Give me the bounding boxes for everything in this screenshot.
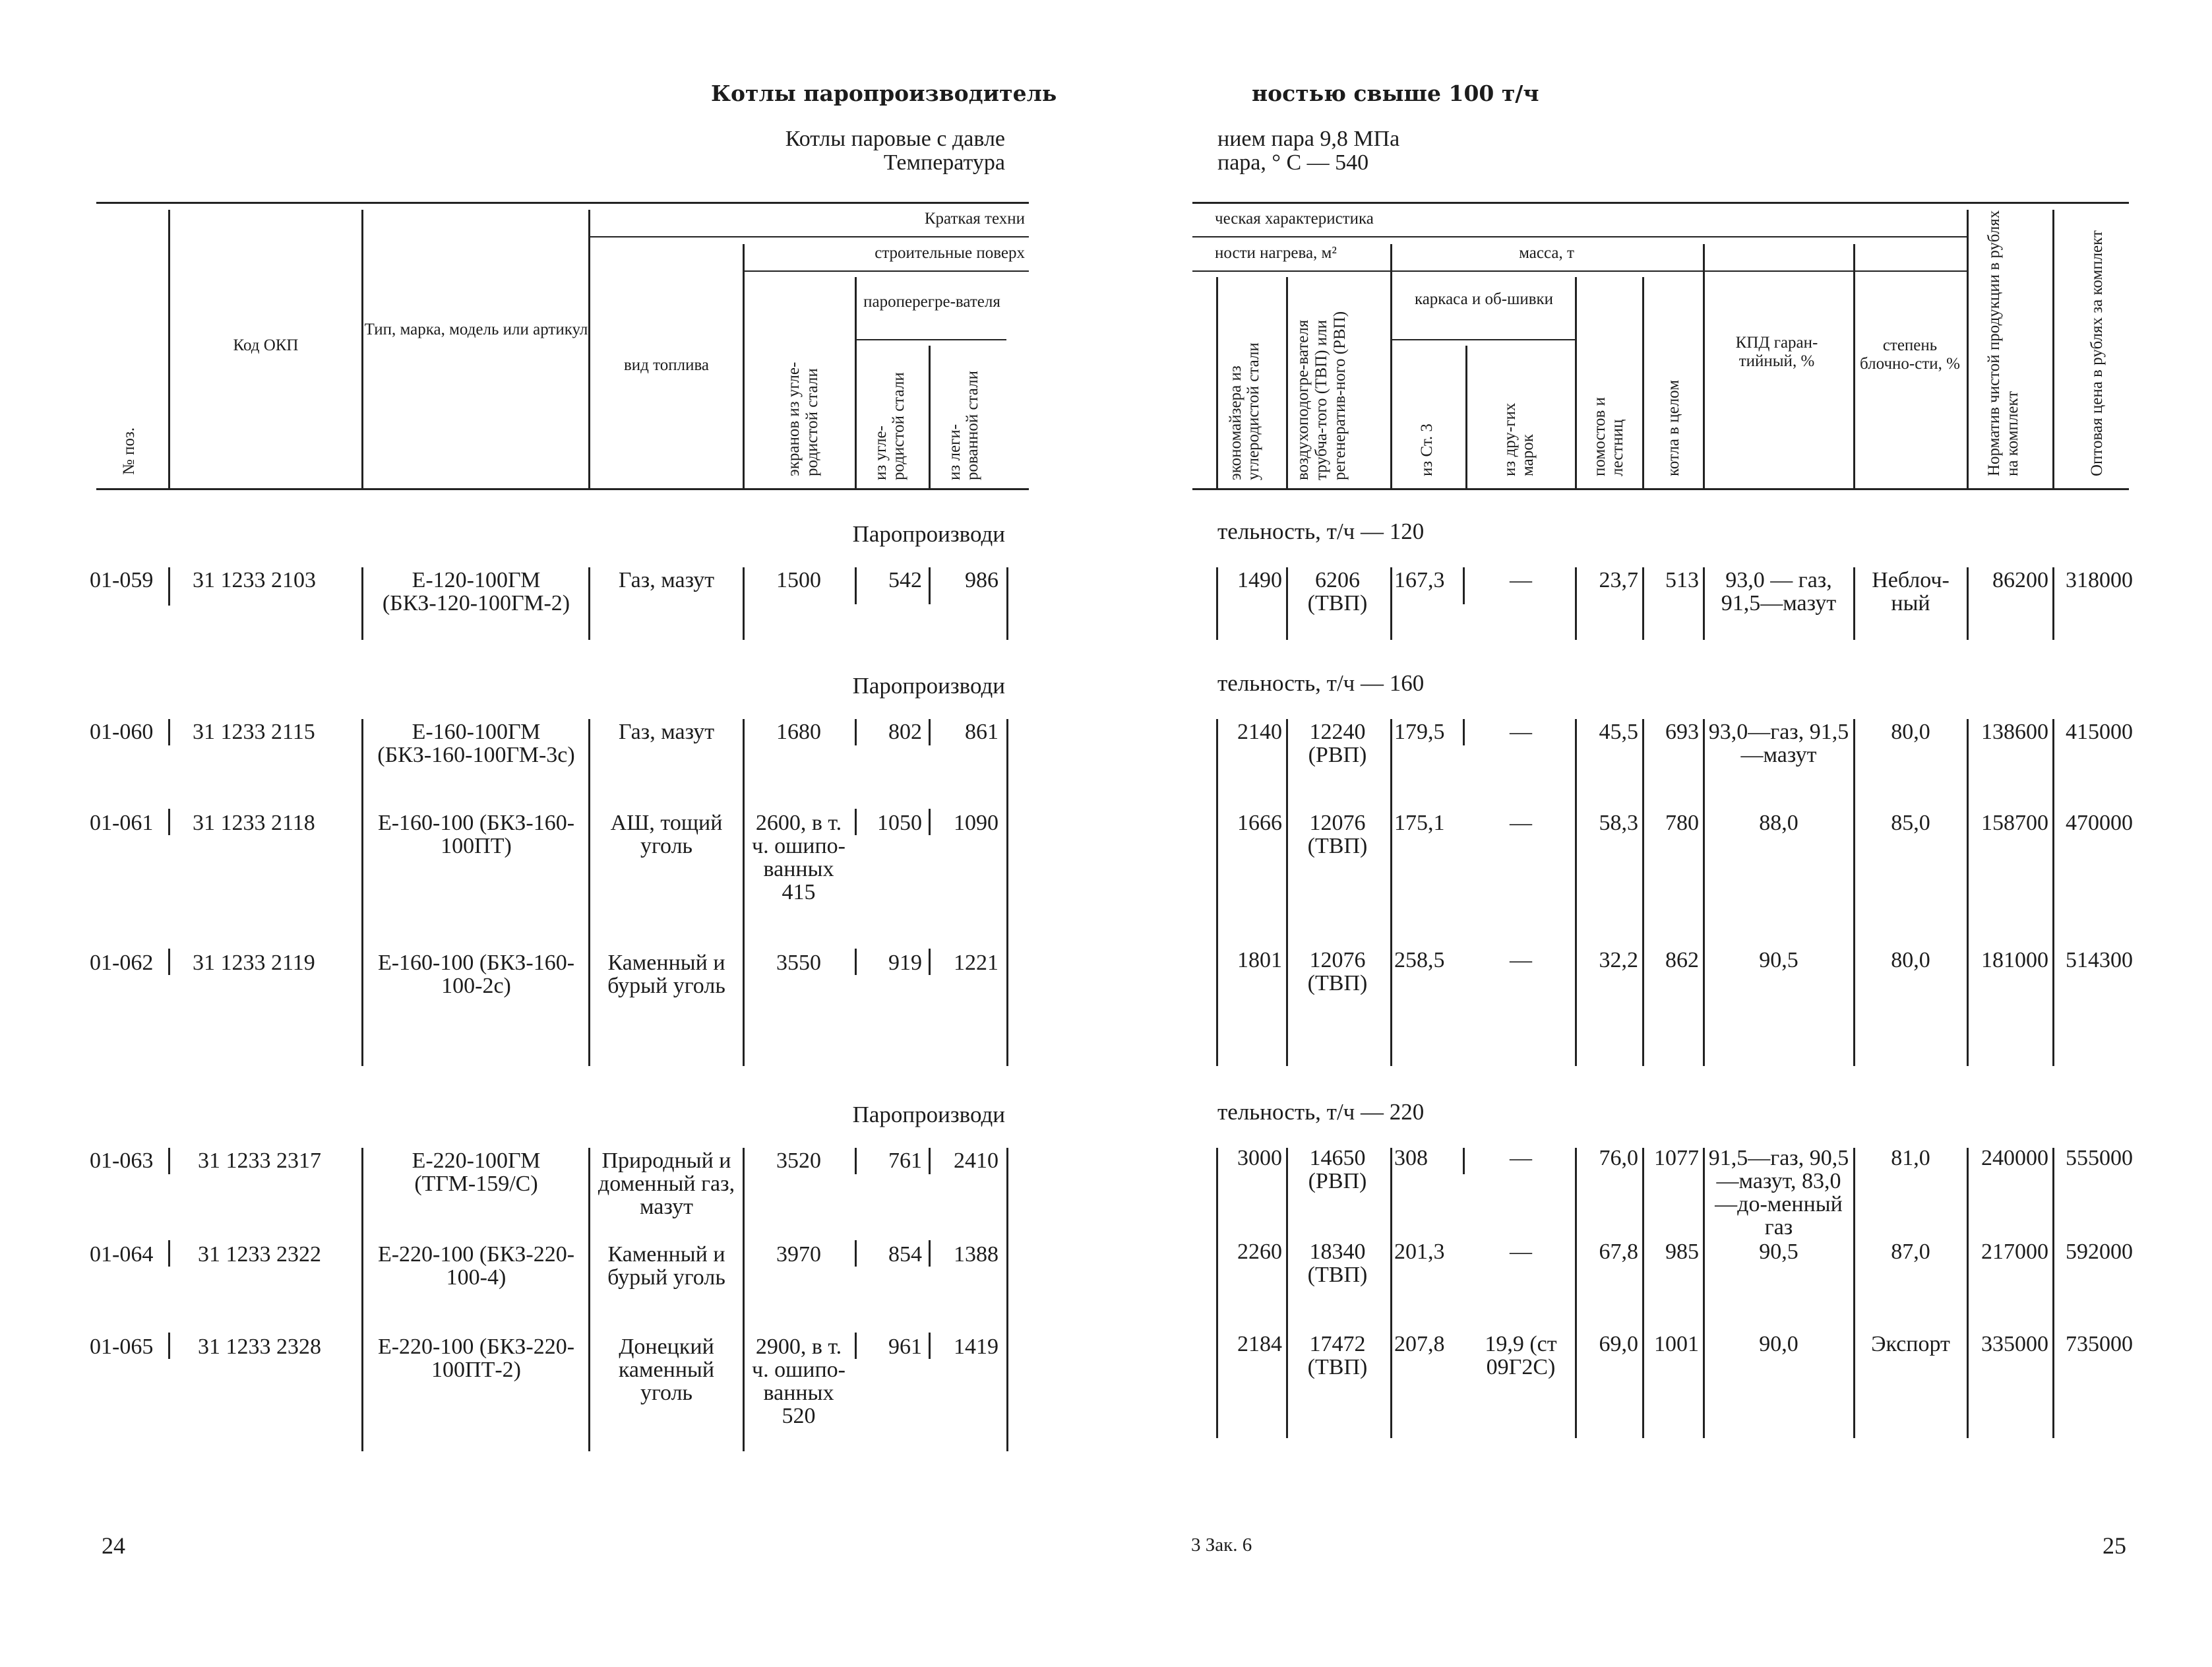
cell-other: 19,9 (ст 09Г2С) bbox=[1485, 1332, 1557, 1379]
cell-type: Е-160-100 (БКЗ-160-100-2с) bbox=[377, 951, 575, 998]
cell-screens: 3970 bbox=[776, 1242, 821, 1267]
cell-norm: 86200 bbox=[1992, 568, 2048, 592]
cell-kpd: 91,5—газ, 90,5—мазут, 83,0—до-менный газ bbox=[1708, 1146, 1849, 1240]
cell-pos: 01-060 bbox=[90, 720, 154, 744]
cell-kpd: 90,5 bbox=[1759, 948, 1798, 972]
cell-screens: 3520 bbox=[776, 1148, 821, 1173]
cell-okp: 31 1233 2115 bbox=[193, 720, 315, 744]
cell-st3: 201,3 bbox=[1394, 1240, 1445, 1264]
cell-sh-carbon: 1050 bbox=[877, 811, 922, 835]
page-number-right: 25 bbox=[2103, 1532, 2126, 1559]
cell-other: — bbox=[1510, 1240, 1532, 1264]
subtitle-right-2: пара, ° С — 540 bbox=[1217, 150, 1369, 175]
cell-okp: 31 1233 2322 bbox=[198, 1242, 321, 1267]
cell-okp: 31 1233 2317 bbox=[198, 1148, 321, 1173]
cell-block: 81,0 bbox=[1891, 1146, 1930, 1170]
cell-okp: 31 1233 2118 bbox=[193, 811, 315, 835]
cell-st3: 179,5 bbox=[1394, 720, 1445, 744]
title-right: ностью свыше 100 т/ч bbox=[1252, 80, 1539, 106]
cell-economizer: 2260 bbox=[1237, 1240, 1282, 1264]
cell-economizer: 3000 bbox=[1237, 1146, 1282, 1170]
cell-economizer: 1666 bbox=[1237, 811, 1282, 835]
cell-total: 693 bbox=[1665, 720, 1699, 744]
header-tech-left: Краткая техни bbox=[924, 210, 1025, 228]
cell-other: — bbox=[1510, 1146, 1532, 1170]
cell-platforms: 67,8 bbox=[1599, 1240, 1638, 1264]
cell-platforms: 32,2 bbox=[1599, 948, 1638, 972]
cell-st3: 175,1 bbox=[1394, 811, 1445, 835]
cell-okp: 31 1233 2328 bbox=[198, 1335, 321, 1359]
cell-kpd: 90,0 bbox=[1759, 1332, 1798, 1356]
cell-platforms: 69,0 bbox=[1599, 1332, 1638, 1356]
cell-airheater: 17472 (ТВП) bbox=[1307, 1332, 1368, 1379]
cell-fuel: АШ, тощий уголь bbox=[610, 811, 723, 858]
cell-fuel: Газ, мазут bbox=[618, 568, 715, 592]
header-fuel: вид топлива bbox=[623, 356, 710, 374]
cell-screens: 2600, в т. ч. ошипо-ванных 415 bbox=[752, 811, 845, 904]
cell-type: Е-220-100ГМ (ТГМ-159/С) bbox=[412, 1148, 541, 1196]
cell-pos: 01-059 bbox=[90, 568, 154, 592]
header-sh-alloy: из леги-рованной стали bbox=[946, 371, 981, 480]
cell-airheater: 12076 (ТВП) bbox=[1307, 811, 1368, 858]
cell-airheater: 6206 (ТВП) bbox=[1307, 568, 1368, 615]
cell-norm: 217000 bbox=[1981, 1240, 2048, 1264]
cell-st3: 167,3 bbox=[1394, 568, 1445, 592]
subtitle-right-1: нием пара 9,8 МПа bbox=[1217, 127, 1400, 151]
footer-note: 3 Зак. 6 bbox=[1191, 1534, 1252, 1556]
cell-screens: 1680 bbox=[776, 720, 821, 744]
header-pos: № поз. bbox=[120, 427, 138, 475]
cell-platforms: 23,7 bbox=[1599, 568, 1638, 592]
cell-block: Неблоч-ный bbox=[1872, 568, 1950, 615]
cell-pos: 01-062 bbox=[90, 951, 154, 975]
cell-economizer: 2184 bbox=[1237, 1332, 1282, 1356]
cell-fuel: Каменный и бурый уголь bbox=[607, 1242, 725, 1290]
cell-other: — bbox=[1510, 811, 1532, 835]
cell-total: 985 bbox=[1665, 1240, 1699, 1264]
cell-price: 415000 bbox=[2066, 720, 2133, 744]
subtitle-left-2: Температура bbox=[883, 150, 1005, 175]
section-heading-left: Паропроизводи bbox=[852, 521, 1005, 547]
cell-airheater: 14650 (РВП) bbox=[1308, 1146, 1367, 1193]
section-heading-right: тельность, т/ч — 160 bbox=[1217, 670, 1425, 696]
cell-norm: 181000 bbox=[1981, 948, 2048, 972]
cell-sh-alloy: 861 bbox=[965, 720, 998, 744]
cell-fuel: Донецкий каменный уголь bbox=[618, 1335, 715, 1405]
cell-block: 80,0 bbox=[1891, 948, 1930, 972]
cell-price: 555000 bbox=[2066, 1146, 2133, 1170]
cell-sh-alloy: 1419 bbox=[954, 1335, 998, 1359]
header-superheater: пароперегре-вателя bbox=[863, 293, 1000, 311]
cell-sh-carbon: 919 bbox=[888, 951, 922, 975]
cell-block: 85,0 bbox=[1891, 811, 1930, 835]
cell-other: — bbox=[1510, 948, 1532, 972]
cell-sh-carbon: 542 bbox=[888, 568, 922, 592]
section-heading-right: тельность, т/ч — 220 bbox=[1217, 1099, 1425, 1125]
cell-total: 1077 bbox=[1654, 1146, 1699, 1170]
header-surf-right: ности нагрева, м² bbox=[1215, 244, 1337, 262]
cell-pos: 01-064 bbox=[90, 1242, 154, 1267]
cell-norm: 240000 bbox=[1981, 1146, 2048, 1170]
cell-kpd: 93,0 — газ, 91,5—мазут bbox=[1721, 568, 1837, 615]
title-left: Котлы паропроизводитель bbox=[711, 80, 1057, 106]
cell-economizer: 1801 bbox=[1237, 948, 1282, 972]
header-airheater: воздухоподогре-вателя трубча-того (ТВП) или регенератив-ного (РВП) bbox=[1294, 311, 1349, 480]
header-frame: каркаса и об-шивки bbox=[1414, 290, 1554, 308]
cell-fuel: Газ, мазут bbox=[618, 720, 715, 744]
section-heading-right: тельность, т/ч — 120 bbox=[1217, 519, 1425, 544]
cell-price: 514300 bbox=[2066, 948, 2133, 972]
page-number-left: 24 bbox=[102, 1532, 125, 1559]
cell-type: Е-120-100ГМ (БКЗ-120-100ГМ-2) bbox=[382, 568, 570, 615]
header-st3: из Ст. 3 bbox=[1418, 424, 1436, 476]
cell-total: 862 bbox=[1665, 948, 1699, 972]
cell-airheater: 12240 (РВП) bbox=[1308, 720, 1367, 767]
cell-airheater: 18340 (ТВП) bbox=[1307, 1240, 1368, 1287]
header-platforms: помостов и лестниц bbox=[1591, 397, 1626, 476]
cell-economizer: 1490 bbox=[1237, 568, 1282, 592]
cell-type: Е-160-100 (БКЗ-160-100ПТ) bbox=[377, 811, 575, 858]
header-tech-right: ческая характеристика bbox=[1215, 210, 1374, 228]
cell-total: 513 bbox=[1665, 568, 1699, 592]
header-block: степень блочно-сти, % bbox=[1860, 336, 1960, 373]
cell-price: 470000 bbox=[2066, 811, 2133, 835]
header-screens: экранов из угле-родистой стали bbox=[785, 362, 821, 476]
header-sh-carbon: из угле-родистой стали bbox=[872, 372, 907, 480]
header-boiler-total: котла в целом bbox=[1665, 379, 1682, 476]
cell-block: 87,0 bbox=[1891, 1240, 1930, 1264]
cell-type: Е-220-100 (БКЗ-220-100-4) bbox=[377, 1242, 575, 1290]
cell-block: Экспорт bbox=[1871, 1332, 1950, 1356]
cell-sh-alloy: 1090 bbox=[954, 811, 998, 835]
cell-airheater: 12076 (ТВП) bbox=[1307, 948, 1368, 995]
header-surf-left: строительные поверх bbox=[875, 244, 1025, 262]
cell-screens: 1500 bbox=[776, 568, 821, 592]
cell-economizer: 2140 bbox=[1237, 720, 1282, 744]
cell-price: 592000 bbox=[2066, 1240, 2133, 1264]
cell-kpd: 93,0—газ, 91,5—мазут bbox=[1708, 720, 1849, 767]
cell-sh-alloy: 1388 bbox=[954, 1242, 998, 1267]
cell-platforms: 45,5 bbox=[1599, 720, 1638, 744]
cell-fuel: Каменный и бурый уголь bbox=[607, 951, 725, 998]
cell-norm: 335000 bbox=[1981, 1332, 2048, 1356]
cell-st3: 207,8 bbox=[1394, 1332, 1445, 1356]
header-mass: масса, т bbox=[1519, 244, 1574, 262]
section-heading-left: Паропроизводи bbox=[852, 1102, 1005, 1127]
cell-total: 780 bbox=[1665, 811, 1699, 835]
cell-total: 1001 bbox=[1654, 1332, 1699, 1356]
cell-pos: 01-065 bbox=[90, 1335, 154, 1359]
cell-fuel: Природный и доменный газ, мазут bbox=[598, 1148, 735, 1219]
cell-st3: 258,5 bbox=[1394, 948, 1445, 972]
cell-screens: 3550 bbox=[776, 951, 821, 975]
cell-sh-carbon: 802 bbox=[888, 720, 922, 744]
header-price: Оптовая цена в рублях за комплект bbox=[2088, 230, 2106, 476]
header-economizer: экономайзера из углеродистой стали bbox=[1227, 342, 1262, 480]
cell-sh-alloy: 1221 bbox=[954, 951, 998, 975]
cell-price: 318000 bbox=[2066, 568, 2133, 592]
cell-kpd: 90,5 bbox=[1759, 1240, 1798, 1264]
cell-pos: 01-063 bbox=[90, 1148, 154, 1173]
cell-sh-carbon: 961 bbox=[888, 1335, 922, 1359]
header-norm: Норматив чистой продукции в рублях на комплект bbox=[1985, 210, 2021, 476]
cell-type: Е-160-100ГМ (БКЗ-160-100ГМ-3с) bbox=[377, 720, 575, 767]
cell-other: — bbox=[1510, 568, 1532, 592]
cell-kpd: 88,0 bbox=[1759, 811, 1798, 835]
header-type: Тип, марка, модель или артикул bbox=[364, 321, 588, 338]
subtitle-left-1: Котлы паровые с давле bbox=[785, 127, 1005, 151]
cell-okp: 31 1233 2119 bbox=[193, 951, 315, 975]
cell-platforms: 58,3 bbox=[1599, 811, 1638, 835]
header-kpd: КПД гаран-тийный, % bbox=[1735, 334, 1818, 370]
cell-type: Е-220-100 (БКЗ-220-100ПТ-2) bbox=[377, 1335, 575, 1382]
cell-price: 735000 bbox=[2066, 1332, 2133, 1356]
cell-other: — bbox=[1510, 720, 1532, 744]
cell-st3: 308 bbox=[1394, 1146, 1428, 1170]
cell-sh-alloy: 2410 bbox=[954, 1148, 998, 1173]
cell-sh-carbon: 854 bbox=[888, 1242, 922, 1267]
cell-norm: 138600 bbox=[1981, 720, 2048, 744]
header-okp: Код ОКП bbox=[233, 336, 299, 354]
cell-pos: 01-061 bbox=[90, 811, 154, 835]
cell-platforms: 76,0 bbox=[1599, 1146, 1638, 1170]
section-heading-left: Паропроизводи bbox=[852, 673, 1005, 699]
cell-okp: 31 1233 2103 bbox=[193, 568, 316, 592]
cell-sh-alloy: 986 bbox=[965, 568, 998, 592]
cell-sh-carbon: 761 bbox=[888, 1148, 922, 1173]
cell-block: 80,0 bbox=[1891, 720, 1930, 744]
cell-norm: 158700 bbox=[1981, 811, 2048, 835]
cell-screens: 2900, в т. ч. ошипо-ванных 520 bbox=[752, 1335, 845, 1428]
header-other: из дру-гих марок bbox=[1501, 402, 1537, 476]
